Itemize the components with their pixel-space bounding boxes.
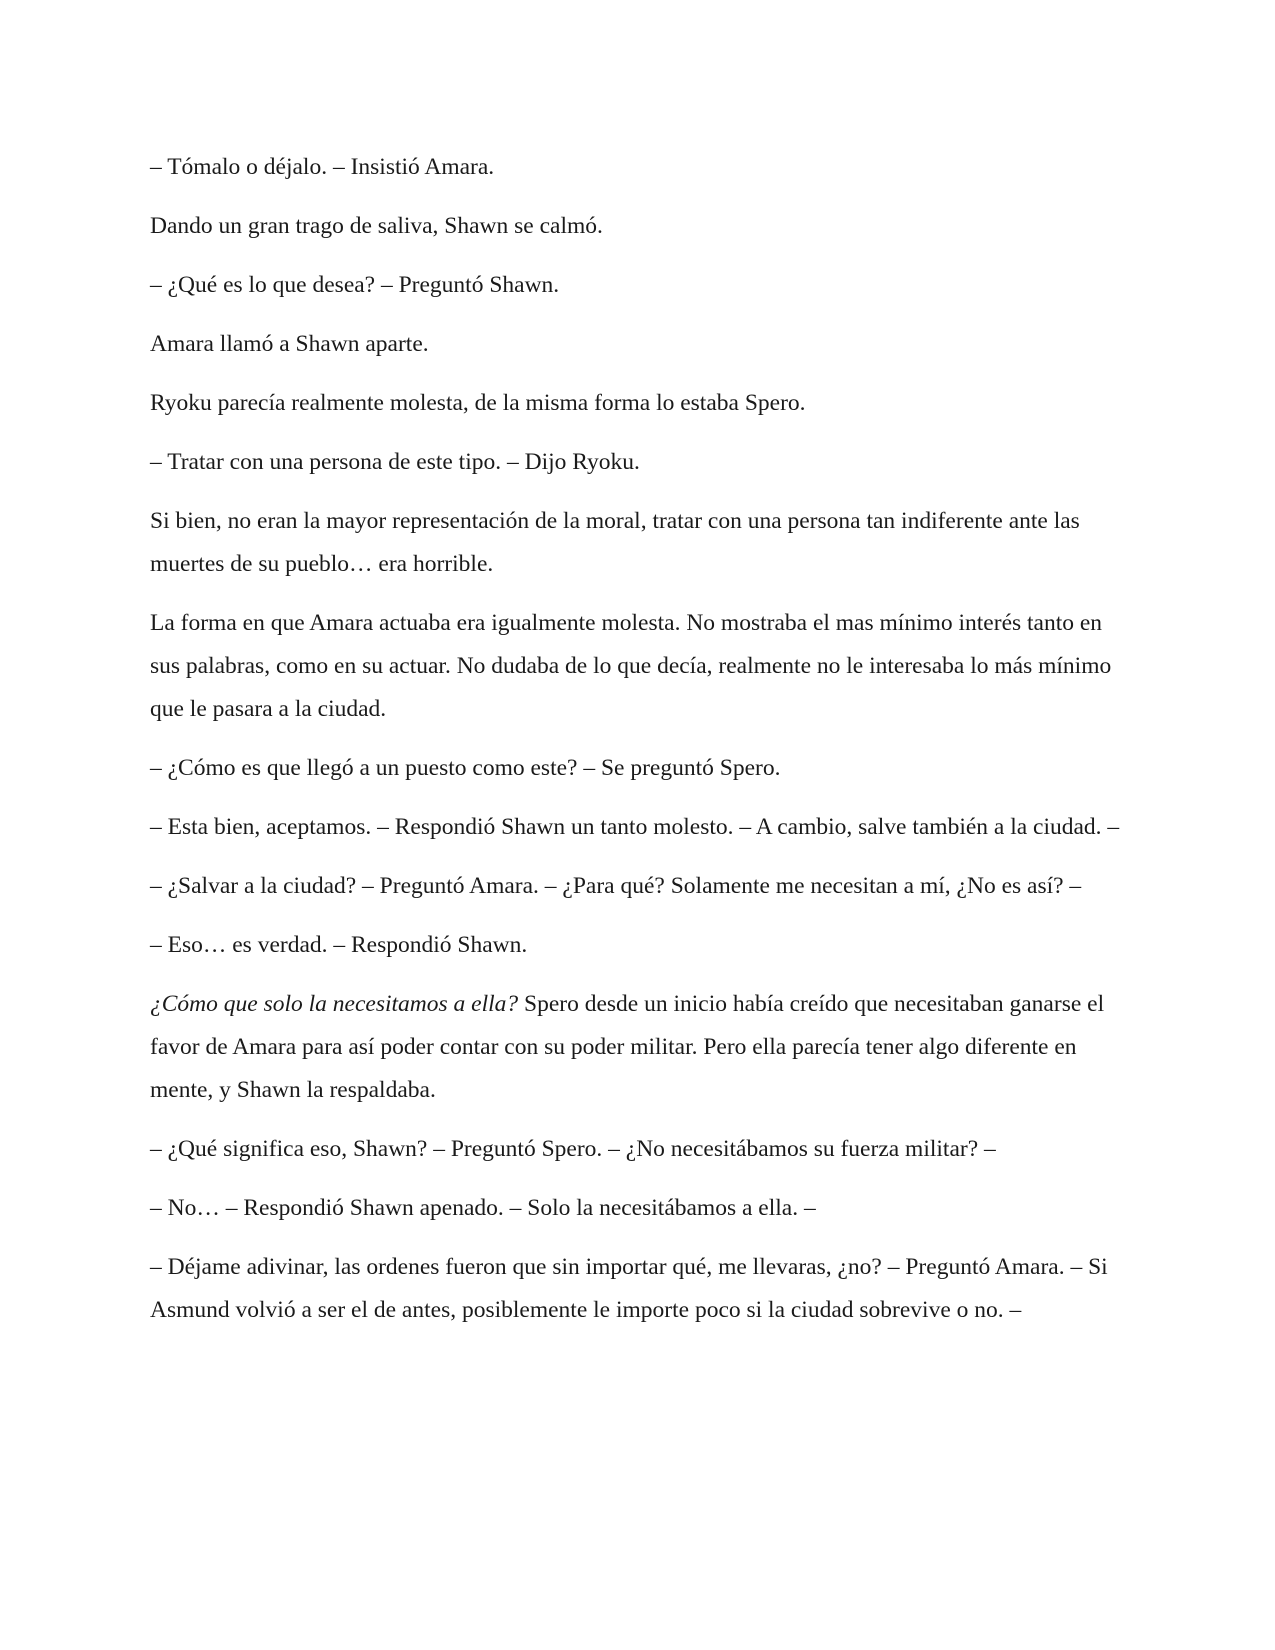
paragraph: Si bien, no eran la mayor representación de la moral, tratar con una persona tan indiferente ante las muertes de su pueblo… era horrible. [150,508,1080,577]
paragraph: – No… – Respondió Shawn apenado. – Solo la necesitábamos a ella. – [150,1195,816,1221]
paragraph: Ryoku parecía realmente molesta, de la misma forma lo estaba Spero. [150,390,806,416]
paragraph: – ¿Salvar a la ciudad? – Preguntó Amara. – ¿Para qué? Solamente me necesitan a mí, ¿No es así? – [150,873,1082,899]
paragraph: – ¿Cómo es que llegó a un puesto como este? – Se preguntó Spero. [150,755,781,781]
paragraph: – ¿Qué significa eso, Shawn? – Preguntó Spero. – ¿No necesitábamos su fuerza militar? – [150,1136,996,1162]
paragraph: La forma en que Amara actuaba era igualmente molesta. No mostraba el mas mínimo interés tanto en sus palabras, como en su actuar. No dudaba de lo que decía, realmente no le interesaba lo más mínimo que le pasara a la ciudad. [150,610,1112,722]
document-body [150,146,1130,1348]
paragraph [150,983,1130,1112]
paragraph: – Eso… es verdad. – Respondió Shawn. [150,932,528,958]
paragraph: Dando un gran trago de saliva, Shawn se calmó. [150,213,603,239]
paragraph-text: Spero desde un inicio había creído que necesitaban ganarse el favor de Amara para así poder contar con su poder militar. Pero ella parecía tener algo diferente en mente, y Shawn la respaldaba. [150,991,1105,1103]
paragraph: – Tratar con una persona de este tipo. – Dijo Ryoku. [150,449,640,475]
paragraph: – Déjame adivinar, las ordenes fueron que sin importar qué, me llevaras, ¿no? – Preguntó Amara. – Si Asmund volvió a ser el de antes, posiblemente le importe poco si la ciudad sobrevive o no. – [150,1254,1108,1323]
paragraph: – Tómalo o déjalo. – Insistió Amara. [150,154,495,180]
paragraph: Amara llamó a Shawn aparte. [150,331,429,357]
paragraph: – Esta bien, aceptamos. – Respondió Shawn un tanto molesto. – A cambio, salve también a la ciudad. – [150,814,1120,840]
italic-thought: ¿Cómo que solo la necesitamos a ella? [150,991,519,1017]
paragraph: – ¿Qué es lo que desea? – Preguntó Shawn. [150,272,560,298]
